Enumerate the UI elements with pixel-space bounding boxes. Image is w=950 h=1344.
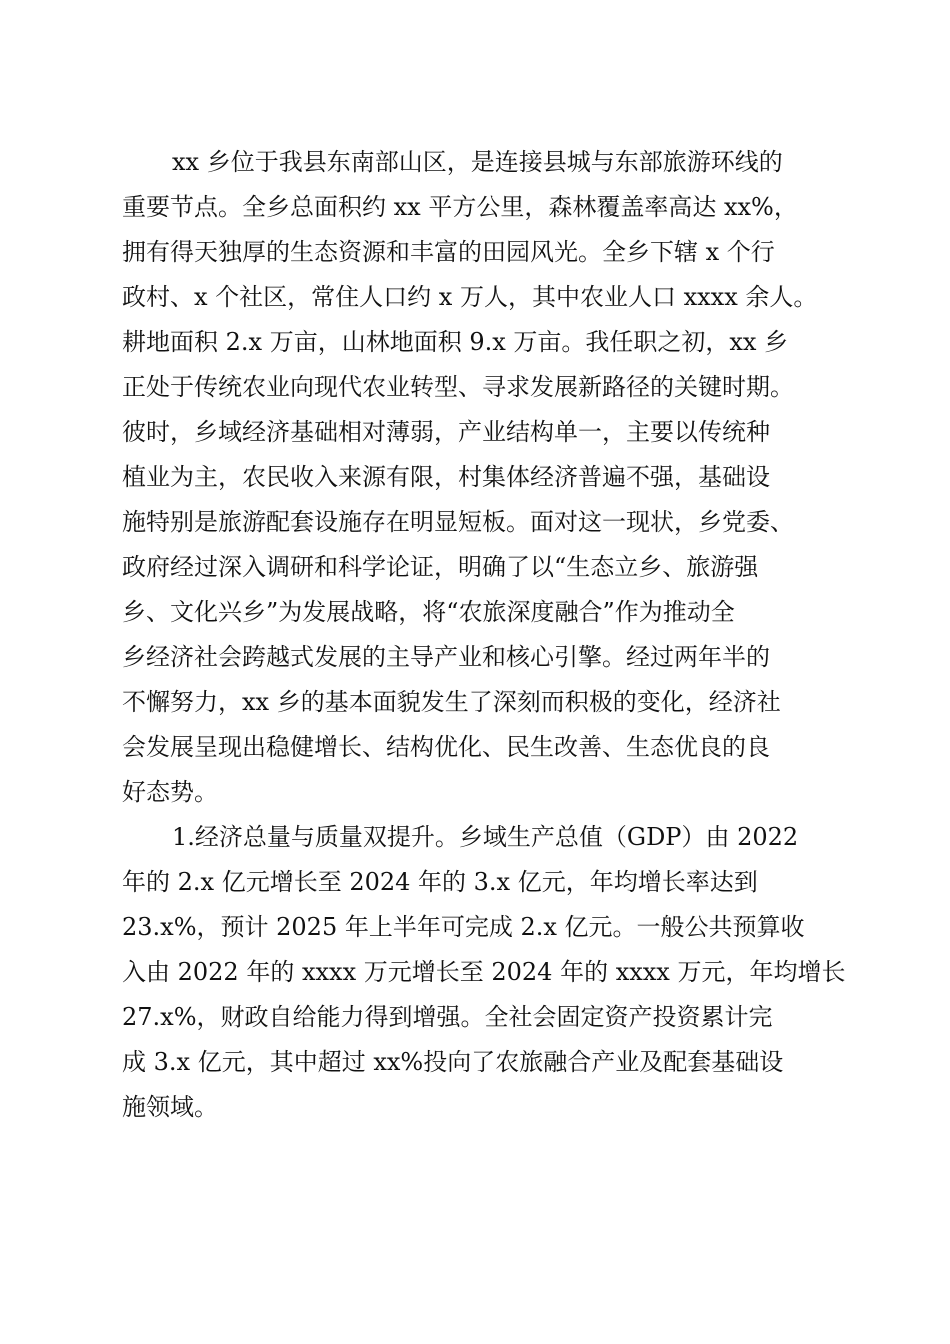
paragraph-economy-line-1: 1.经济总量与质量双提升。乡域生产总值（GDP）由 2022 [172,823,799,851]
paragraph-economy-line-3: 23.x%，预计 2025 年上半年可完成 2.x 亿元。一般公共预算收 [122,913,805,941]
paragraph-intro-line-3: 拥有得天独厚的生态资源和丰富的田园风光。全乡下辖 x 个行 [122,238,775,266]
paragraph-intro-line-4: 政村、x 个社区，常住人口约 x 万人，其中农业人口 xxxx 余人。 [122,283,818,311]
paragraph-intro-line-12: 乡经济社会跨越式发展的主导产业和核心引擎。经过两年半的 [122,643,770,671]
paragraph-economy-line-6: 成 3.x 亿元，其中超过 xx%投向了农旅融合产业及配套基础设 [122,1048,784,1076]
paragraph-intro-line-5: 耕地面积 2.x 万亩，山林地面积 9.x 万亩。我任职之初，xx 乡 [122,328,789,356]
paragraph-intro-line-8: 植业为主，农民收入来源有限，村集体经济普遍不强，基础设 [122,463,770,491]
paragraph-intro-line-11: 乡、文化兴乡”为发展战略，将“农旅深度融合”作为推动全 [122,598,735,626]
paragraph-intro-line-13: 不懈努力，xx 乡的基本面貌发生了深刻而积极的变化，经济社 [122,688,781,716]
paragraph-intro-line-2: 重要节点。全乡总面积约 xx 平方公里，森林覆盖率高达 xx%， [122,193,798,221]
paragraph-intro-line-9: 施特别是旅游配套设施存在明显短板。面对这一现状，乡党委、 [122,508,794,536]
paragraph-economy-line-2: 年的 2.x 亿元增长至 2024 年的 3.x 亿元，年均增长率达到 [122,868,758,896]
paragraph-intro-line-1: xx 乡位于我县东南部山区，是连接县城与东部旅游环线的 [172,148,783,176]
paragraph-economy-line-5: 27.x%，财政自给能力得到增强。全社会固定资产投资累计完 [122,1003,773,1031]
paragraph-economy-line-4: 入由 2022 年的 xxxx 万元增长至 2024 年的 xxxx 万元，年均增长 [122,958,846,986]
paragraph-economy-line-7: 施领域。 [122,1093,218,1121]
paragraph-intro-line-14: 会发展呈现出稳健增长、结构优化、民生改善、生态优良的良 [122,733,770,761]
paragraph-intro-line-6: 正处于传统农业向现代农业转型、寻求发展新路径的关键时期。 [122,373,794,401]
paragraph-intro-line-10: 政府经过深入调研和科学论证，明确了以“生态立乡、旅游强 [122,553,759,581]
paragraph-intro-line-7: 彼时，乡域经济基础相对薄弱，产业结构单一，主要以传统种 [122,418,770,446]
paragraph-intro-line-15: 好态势。 [122,778,218,806]
